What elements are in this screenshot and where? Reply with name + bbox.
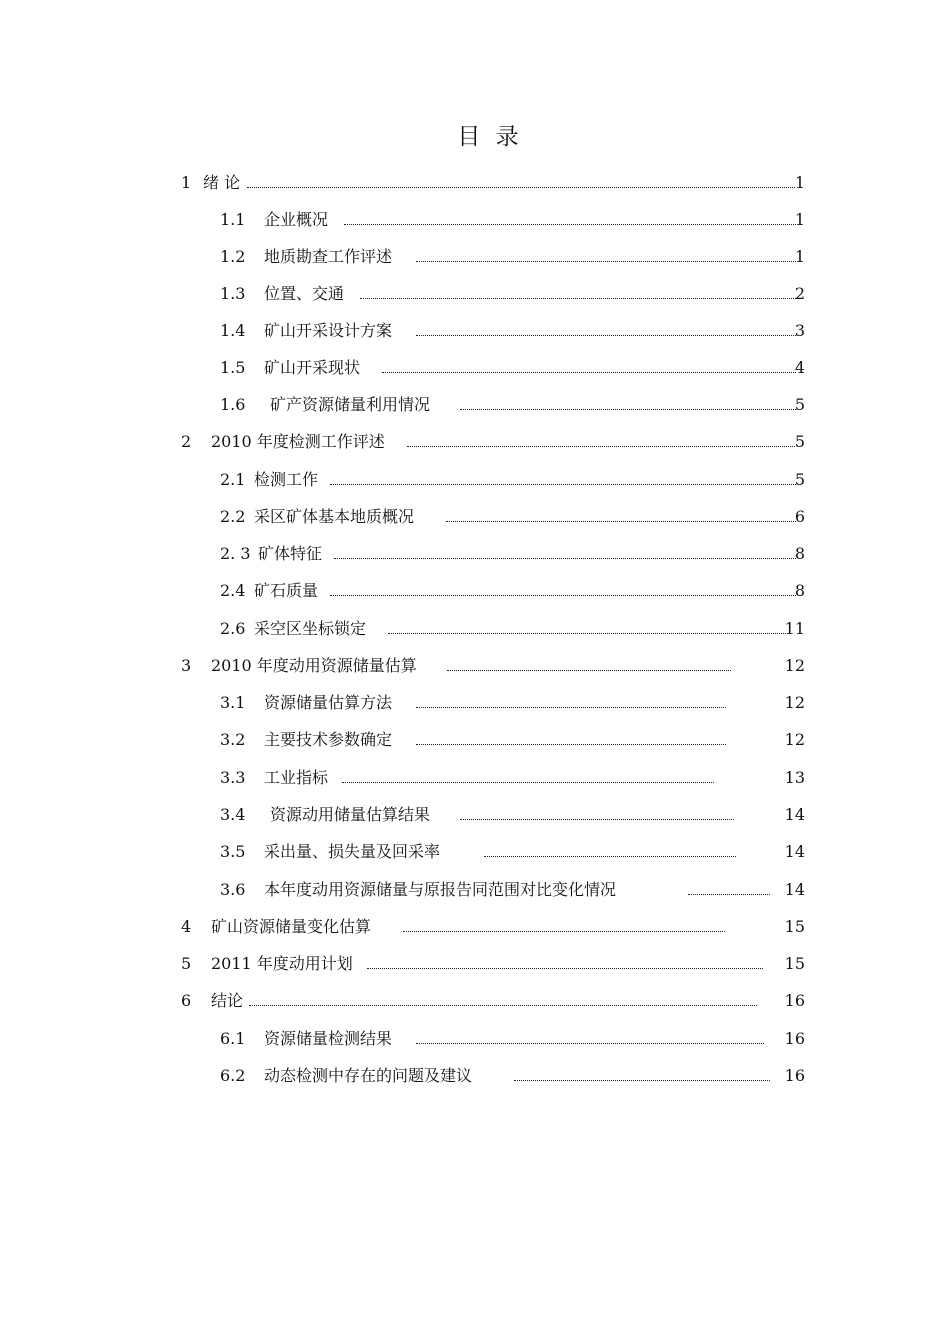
entry-title: 采区矿体基本地质概况 [254, 507, 415, 526]
entry-title: 2011 年度动用计划 [211, 954, 353, 973]
entry-title: 矿产资源储量利用情况 [270, 395, 431, 414]
dot-leader [416, 261, 796, 262]
dot-leader [484, 856, 736, 857]
entry-number: 1.2 [220, 247, 246, 266]
dot-leader [403, 931, 725, 932]
entry-title: 矿山开采设计方案 [264, 321, 393, 340]
entry-number: 5 [181, 954, 192, 973]
entry-number: 6.1 [220, 1029, 246, 1048]
entry-title: 检测工作 [254, 470, 319, 489]
entry-number: 3.2 [220, 730, 246, 749]
entry-title: 结论 [211, 991, 244, 1010]
entry-page: 12 [784, 656, 805, 675]
entry-number: 1.6 [220, 395, 246, 414]
entry-page: 5 [794, 432, 805, 451]
dot-leader [367, 968, 763, 969]
entry-page: 14 [784, 805, 805, 824]
entry-title: 资源储量估算方法 [264, 693, 393, 712]
dot-leader [342, 782, 714, 783]
dot-leader [446, 521, 796, 522]
entry-page: 13 [784, 768, 805, 787]
entry-title: 2010 年度检测工作评述 [211, 432, 385, 451]
entry-page: 1 [794, 247, 805, 266]
entry-title: 矿山开采现状 [264, 358, 361, 377]
entry-number: 1.5 [220, 358, 246, 377]
entry-page: 6 [794, 507, 805, 526]
entry-page: 5 [794, 395, 805, 414]
entry-title: 本年度动用资源储量与原报告同范围对比变化情况 [264, 880, 617, 899]
toc-title: 目 录 [457, 124, 523, 150]
entry-page: 1 [794, 210, 805, 229]
entry-page: 8 [794, 544, 805, 563]
entry-number: 3.4 [220, 805, 246, 824]
entry-page: 3 [794, 321, 805, 340]
entry-number: 1.1 [220, 210, 246, 229]
dot-leader [460, 409, 796, 410]
entry-title: 矿山资源储量变化估算 [211, 917, 372, 936]
entry-title: 矿石质量 [254, 581, 319, 600]
dot-leader [334, 558, 796, 559]
dot-leader [688, 894, 770, 895]
entry-number: 2 [181, 432, 192, 451]
dot-leader [249, 1005, 757, 1006]
entry-page: 4 [794, 358, 805, 377]
entry-number: 2.6 [220, 619, 246, 638]
dot-leader [388, 633, 786, 634]
dot-leader [416, 744, 726, 745]
entry-title: 地质勘查工作评述 [264, 247, 393, 266]
dot-leader [247, 187, 795, 188]
entry-number: 3.3 [220, 768, 246, 787]
entry-number: 3.1 [220, 693, 246, 712]
dot-leader [416, 707, 726, 708]
entry-page: 14 [784, 842, 805, 861]
entry-title: 主要技术参数确定 [264, 730, 393, 749]
entry-title: 绪 论 [203, 173, 241, 192]
dot-leader [416, 1043, 764, 1044]
entry-title: 位置、交通 [264, 284, 345, 303]
entry-number: 4 [181, 917, 192, 936]
entry-page: 1 [794, 173, 805, 192]
dot-leader [407, 446, 795, 447]
entry-page: 16 [784, 991, 805, 1010]
entry-page: 14 [784, 880, 805, 899]
entry-page: 2 [794, 284, 805, 303]
entry-page: 16 [784, 1066, 805, 1085]
entry-page: 16 [784, 1029, 805, 1048]
entry-page: 12 [784, 730, 805, 749]
entry-page: 8 [794, 581, 805, 600]
entry-page: 15 [784, 917, 805, 936]
entry-number: 2.1 [220, 470, 246, 489]
entry-title: 企业概况 [264, 210, 329, 229]
entry-page: 15 [784, 954, 805, 973]
entry-title: 资源储量检测结果 [264, 1029, 393, 1048]
entry-title: 动态检测中存在的问题及建议 [264, 1066, 473, 1085]
dot-leader [514, 1080, 770, 1081]
entry-number: 1 [181, 173, 192, 192]
dot-leader [330, 595, 796, 596]
entry-number: 2.4 [220, 581, 246, 600]
dot-leader [416, 335, 796, 336]
entry-number: 6 [181, 991, 192, 1010]
entry-number: 2. 3 [220, 544, 251, 563]
entry-page: 11 [784, 619, 805, 638]
entry-number: 3.6 [220, 880, 246, 899]
dot-leader [360, 298, 796, 299]
dot-leader [382, 372, 796, 373]
entry-number: 6.2 [220, 1066, 246, 1085]
entry-title: 采空区坐标锁定 [254, 619, 367, 638]
entry-number: 2.2 [220, 507, 246, 526]
entry-title: 采出量、损失量及回采率 [264, 842, 441, 861]
entry-number: 1.4 [220, 321, 246, 340]
dot-leader [344, 224, 796, 225]
dot-leader [447, 670, 731, 671]
entry-page: 12 [784, 693, 805, 712]
entry-title: 资源动用储量估算结果 [270, 805, 431, 824]
dot-leader [330, 484, 796, 485]
entry-number: 1.3 [220, 284, 246, 303]
entry-title: 2010 年度动用资源储量估算 [211, 656, 417, 675]
entry-title: 矿体特征 [258, 544, 323, 563]
entry-number: 3 [181, 656, 192, 675]
entry-title: 工业指标 [264, 768, 329, 787]
dot-leader [460, 819, 734, 820]
entry-page: 5 [794, 470, 805, 489]
entry-number: 3.5 [220, 842, 246, 861]
